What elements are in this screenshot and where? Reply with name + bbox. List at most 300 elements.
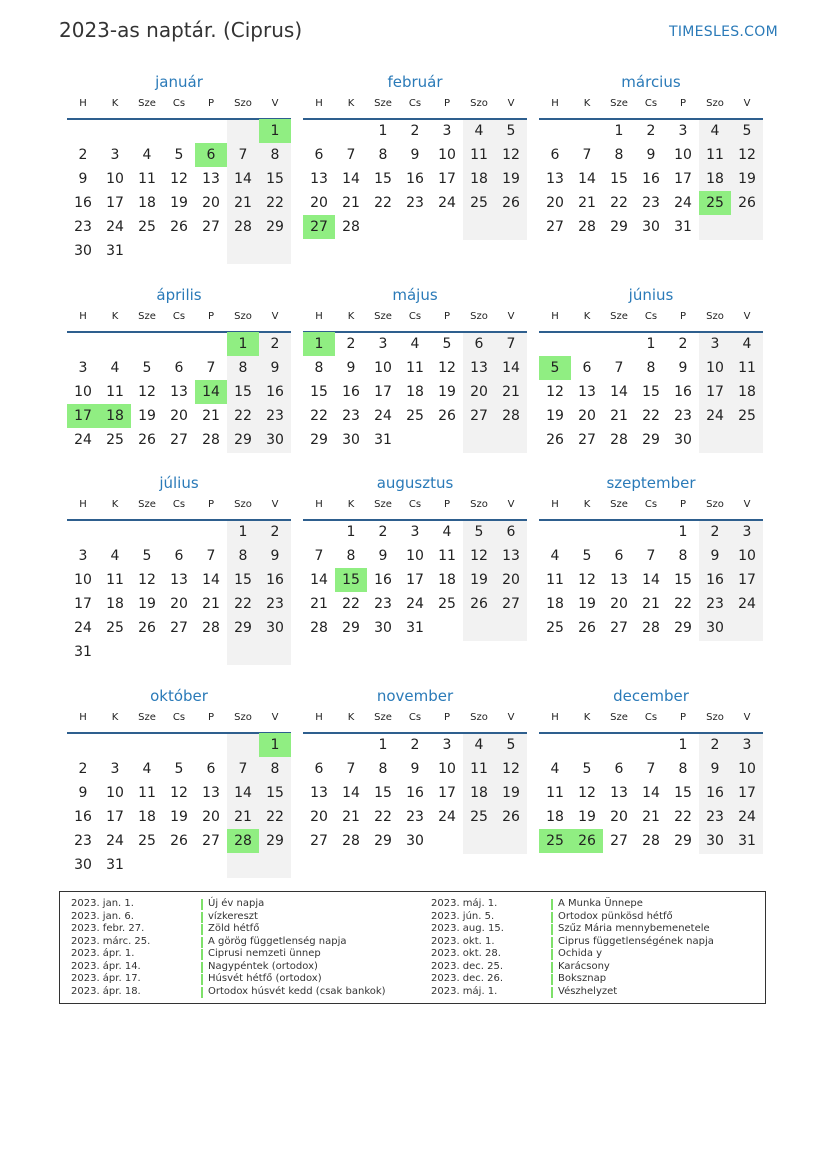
weekday-label: H [315, 499, 323, 510]
day: 28 [202, 432, 220, 448]
day: 21 [202, 596, 220, 612]
day: 13 [578, 384, 596, 400]
day: 24 [106, 219, 124, 235]
day: 14 [234, 171, 252, 187]
day: 30 [674, 432, 692, 448]
legend-date: 2023. ápr. 1. [71, 948, 135, 959]
legend-holiday-name: Karácsony [558, 960, 610, 972]
day: 4 [142, 761, 152, 777]
day: 24 [674, 195, 692, 211]
day: 12 [470, 548, 488, 564]
day: 18 [138, 195, 156, 211]
holiday-day: 25 [539, 829, 571, 853]
day: 6 [314, 761, 324, 777]
weekday-label: Szo [706, 499, 724, 510]
holiday-day: 17 [67, 404, 99, 428]
legend-holiday-name: Nagypéntek (ortodox) [208, 960, 318, 972]
day: 3 [378, 336, 388, 352]
day: 3 [742, 524, 752, 540]
day: 14 [234, 785, 252, 801]
legend-date: 2023. jan. 6. [71, 910, 134, 922]
day: 24 [106, 833, 124, 849]
weekday-label: K [583, 311, 591, 322]
weekday-header [67, 98, 291, 120]
day: 6 [314, 147, 324, 163]
weekday-header [67, 311, 291, 333]
day: 2 [678, 336, 688, 352]
weekday-header [303, 311, 527, 333]
weekday-label: Sze [610, 311, 628, 322]
day: 21 [610, 408, 628, 424]
day: 21 [502, 384, 520, 400]
day: 9 [646, 147, 656, 163]
day: 20 [502, 572, 520, 588]
day: 19 [502, 785, 520, 801]
weekday-label: K [347, 98, 355, 109]
day: 8 [678, 761, 688, 777]
day: 7 [206, 548, 216, 564]
weekday-label: P [443, 311, 451, 322]
day: 29 [642, 432, 660, 448]
day: 1 [378, 123, 388, 139]
day: 2 [346, 336, 356, 352]
weekday-label: H [79, 98, 87, 109]
day: 23 [374, 596, 392, 612]
month-name: február [387, 73, 443, 91]
day: 20 [610, 809, 628, 825]
weekday-label: P [443, 499, 451, 510]
day: 11 [438, 548, 456, 564]
day: 19 [546, 408, 564, 424]
day: 18 [546, 809, 564, 825]
day: 22 [266, 809, 284, 825]
day: 18 [438, 572, 456, 588]
weekday-label: K [111, 311, 119, 322]
legend-holiday-name: A Munka Ünnepe [558, 898, 643, 909]
day: 2 [710, 524, 720, 540]
day: 16 [74, 195, 92, 211]
day: 9 [270, 360, 280, 376]
day: 30 [74, 857, 92, 873]
weekday-label: Cs [408, 499, 422, 510]
day: 27 [202, 833, 220, 849]
day: 9 [78, 171, 88, 187]
day: 4 [110, 548, 120, 564]
weekday-label: K [111, 712, 119, 723]
day: 1 [678, 737, 688, 753]
day: 25 [138, 833, 156, 849]
weekday-label: K [583, 98, 591, 109]
day: 2 [410, 123, 420, 139]
day: 22 [642, 408, 660, 424]
day: 25 [470, 809, 488, 825]
month-name: április [156, 286, 202, 304]
weekday-header [539, 98, 763, 120]
day: 7 [238, 761, 248, 777]
day: 11 [106, 572, 124, 588]
day: 12 [738, 147, 756, 163]
legend-holiday-name: Boksznap [558, 973, 607, 984]
weekday-label: Cs [172, 712, 186, 723]
day: 7 [314, 548, 324, 564]
day: 14 [642, 572, 660, 588]
day: 10 [106, 171, 124, 187]
weekday-label: Szo [234, 311, 252, 322]
weekday-label: P [207, 712, 215, 723]
day: 11 [138, 171, 156, 187]
day: 23 [342, 408, 360, 424]
day: 6 [206, 761, 216, 777]
weekday-label: K [583, 499, 591, 510]
day: 19 [438, 384, 456, 400]
day: 3 [678, 123, 688, 139]
day: 18 [138, 809, 156, 825]
holiday-legend [59, 891, 766, 1004]
day: 30 [642, 219, 660, 235]
day: 14 [342, 785, 360, 801]
weekday-label: K [347, 712, 355, 723]
day: 28 [610, 432, 628, 448]
day: 11 [706, 147, 724, 163]
day: 28 [234, 219, 252, 235]
day: 20 [610, 596, 628, 612]
day: 30 [266, 432, 284, 448]
day: 26 [438, 408, 456, 424]
legend-marker [201, 949, 203, 960]
day: 7 [614, 360, 624, 376]
weekday-label: P [679, 311, 687, 322]
day: 20 [170, 408, 188, 424]
day: 11 [138, 785, 156, 801]
day: 28 [502, 408, 520, 424]
day: 3 [442, 737, 452, 753]
day: 6 [550, 147, 560, 163]
weekday-label: H [551, 98, 559, 109]
day: 7 [346, 147, 356, 163]
legend-holiday-name: Szűz Mária mennybemenetele [558, 923, 710, 934]
day: 12 [138, 572, 156, 588]
day: 19 [170, 195, 188, 211]
legend-holiday-name: Zöld hétfő [208, 923, 260, 934]
legend-marker [551, 974, 553, 985]
day: 19 [502, 171, 520, 187]
weekday-label: V [743, 499, 751, 510]
weekday-label: V [507, 712, 515, 723]
weekday-label: P [679, 499, 687, 510]
day: 1 [238, 524, 248, 540]
day: 23 [642, 195, 660, 211]
day: 17 [706, 384, 724, 400]
day: 4 [550, 548, 560, 564]
day: 26 [546, 432, 564, 448]
page-title: 2023-as naptár. (Ciprus) [59, 18, 303, 42]
day: 15 [374, 171, 392, 187]
weekday-label: Szo [706, 712, 724, 723]
legend-date: 2023. máj. 1. [431, 985, 498, 997]
holiday-day: 1 [227, 332, 259, 356]
day: 25 [406, 408, 424, 424]
day: 23 [266, 408, 284, 424]
legend-date: 2023. máj. 1. [431, 898, 498, 909]
day: 15 [642, 384, 660, 400]
day: 8 [614, 147, 624, 163]
day: 20 [310, 809, 328, 825]
day: 24 [438, 195, 456, 211]
month-name: július [159, 474, 199, 492]
day: 15 [674, 785, 692, 801]
day: 10 [438, 761, 456, 777]
day: 24 [406, 596, 424, 612]
legend-marker [551, 899, 553, 910]
day: 20 [546, 195, 564, 211]
weekday-header [303, 499, 527, 521]
day: 13 [170, 572, 188, 588]
day: 3 [442, 123, 452, 139]
weekday-label: Sze [610, 98, 628, 109]
day: 21 [342, 195, 360, 211]
legend-date: 2023. márc. 25. [71, 935, 151, 947]
weekday-label: Sze [610, 712, 628, 723]
day: 10 [674, 147, 692, 163]
day: 13 [610, 572, 628, 588]
day: 12 [138, 384, 156, 400]
day: 24 [738, 809, 756, 825]
weekday-label: Sze [138, 98, 156, 109]
day: 23 [406, 809, 424, 825]
day: 31 [738, 833, 756, 849]
day: 19 [738, 171, 756, 187]
day: 18 [470, 171, 488, 187]
day: 16 [74, 809, 92, 825]
day: 15 [266, 785, 284, 801]
weekday-label: Sze [610, 499, 628, 510]
day: 13 [470, 360, 488, 376]
day: 4 [742, 336, 752, 352]
day: 2 [78, 761, 88, 777]
day: 23 [674, 408, 692, 424]
month-name: október [150, 687, 208, 705]
day: 31 [106, 857, 124, 873]
day: 18 [706, 171, 724, 187]
day: 28 [642, 620, 660, 636]
day: 18 [106, 596, 124, 612]
day: 8 [678, 548, 688, 564]
day: 30 [342, 432, 360, 448]
day: 25 [738, 408, 756, 424]
day: 6 [474, 336, 484, 352]
day: 8 [646, 360, 656, 376]
weekday-label: Szo [234, 712, 252, 723]
weekday-label: H [551, 311, 559, 322]
day: 22 [310, 408, 328, 424]
legend-date: 2023. aug. 15. [431, 923, 504, 934]
day: 7 [582, 147, 592, 163]
day: 27 [578, 432, 596, 448]
day: 16 [266, 384, 284, 400]
day: 15 [266, 171, 284, 187]
day: 7 [238, 147, 248, 163]
day: 8 [270, 761, 280, 777]
day: 28 [578, 219, 596, 235]
weekday-label: K [347, 311, 355, 322]
day: 16 [642, 171, 660, 187]
holiday-day: 26 [571, 829, 603, 853]
weekday-label: V [743, 98, 751, 109]
day: 14 [610, 384, 628, 400]
day: 9 [270, 548, 280, 564]
day: 12 [502, 761, 520, 777]
legend-holiday-name: Ochida y [558, 948, 603, 959]
holiday-day: 18 [99, 404, 131, 428]
day: 18 [470, 785, 488, 801]
day: 27 [610, 833, 628, 849]
day: 24 [438, 809, 456, 825]
day: 5 [442, 336, 452, 352]
weekday-label: K [111, 499, 119, 510]
site-link[interactable]: TIMESLES.COM [669, 24, 778, 40]
day: 4 [410, 336, 420, 352]
day: 21 [234, 809, 252, 825]
day: 16 [706, 785, 724, 801]
day: 20 [310, 195, 328, 211]
weekday-label: Sze [374, 98, 392, 109]
day: 17 [674, 171, 692, 187]
day: 23 [706, 596, 724, 612]
holiday-day: 28 [227, 829, 259, 853]
legend-holiday-name: Ortodox pünkösd hétfő [558, 910, 673, 922]
legend-marker [201, 962, 203, 973]
day: 14 [502, 360, 520, 376]
weekday-label: K [583, 712, 591, 723]
day: 21 [202, 408, 220, 424]
day: 8 [378, 761, 388, 777]
day: 9 [346, 360, 356, 376]
day: 31 [74, 644, 92, 660]
weekday-label: H [315, 712, 323, 723]
day: 26 [170, 219, 188, 235]
day: 16 [406, 785, 424, 801]
month-name: január [155, 73, 203, 91]
day: 6 [614, 761, 624, 777]
day: 6 [582, 360, 592, 376]
weekday-label: V [507, 98, 515, 109]
day: 26 [502, 809, 520, 825]
day: 11 [106, 384, 124, 400]
day: 7 [506, 336, 516, 352]
month-name: március [621, 73, 681, 91]
weekday-label: H [79, 311, 87, 322]
day: 22 [610, 195, 628, 211]
day: 7 [206, 360, 216, 376]
weekday-label: V [743, 712, 751, 723]
weekday-label: Szo [470, 311, 488, 322]
weekday-label: H [551, 499, 559, 510]
day: 9 [710, 548, 720, 564]
day: 19 [170, 809, 188, 825]
day: 4 [550, 761, 560, 777]
day: 8 [238, 548, 248, 564]
day: 21 [642, 596, 660, 612]
day: 13 [170, 384, 188, 400]
day: 13 [202, 785, 220, 801]
day: 21 [342, 809, 360, 825]
day: 10 [738, 548, 756, 564]
day: 2 [710, 737, 720, 753]
day: 13 [610, 785, 628, 801]
day: 28 [310, 620, 328, 636]
weekday-label: V [271, 98, 279, 109]
legend-holiday-name: vízkereszt [208, 910, 258, 922]
legend-date: 2023. dec. 25. [431, 960, 504, 972]
day: 16 [406, 171, 424, 187]
day: 27 [202, 219, 220, 235]
weekday-label: Szo [706, 98, 724, 109]
day: 6 [506, 524, 516, 540]
day: 22 [234, 596, 252, 612]
weekday-header [539, 311, 763, 333]
weekday-label: Cs [172, 499, 186, 510]
day: 5 [174, 761, 184, 777]
legend-holiday-name: Ciprusi nemzeti ünnep [208, 948, 321, 959]
day: 28 [202, 620, 220, 636]
day: 3 [78, 548, 88, 564]
day: 24 [74, 620, 92, 636]
holiday-day: 14 [195, 380, 227, 404]
legend-marker [201, 924, 203, 935]
weekday-header [303, 98, 527, 120]
day: 11 [546, 785, 564, 801]
day: 20 [202, 809, 220, 825]
day: 20 [170, 596, 188, 612]
day: 18 [546, 596, 564, 612]
day: 3 [742, 737, 752, 753]
holiday-day: 27 [303, 215, 335, 239]
weekday-label: Sze [374, 311, 392, 322]
legend-date: 2023. ápr. 14. [71, 960, 141, 972]
day: 1 [346, 524, 356, 540]
day: 2 [378, 524, 388, 540]
day: 29 [234, 620, 252, 636]
day: 2 [410, 737, 420, 753]
month-name: szeptember [606, 474, 696, 492]
day: 1 [378, 737, 388, 753]
day: 12 [170, 171, 188, 187]
weekday-label: Sze [374, 499, 392, 510]
weekday-label: Cs [408, 98, 422, 109]
day: 11 [470, 761, 488, 777]
day: 19 [470, 572, 488, 588]
weekday-label: Sze [138, 311, 156, 322]
day: 22 [674, 596, 692, 612]
weekday-header [303, 712, 527, 734]
legend-marker [201, 974, 203, 985]
day: 15 [610, 171, 628, 187]
day: 4 [474, 737, 484, 753]
weekday-label: Szo [470, 712, 488, 723]
day: 5 [582, 548, 592, 564]
day: 4 [442, 524, 452, 540]
day: 7 [346, 761, 356, 777]
day: 4 [474, 123, 484, 139]
legend-marker [551, 924, 553, 935]
day: 1 [646, 336, 656, 352]
day: 27 [170, 620, 188, 636]
day: 27 [170, 432, 188, 448]
legend-marker [551, 962, 553, 973]
day: 14 [578, 171, 596, 187]
day: 29 [266, 833, 284, 849]
holiday-day: 5 [539, 356, 571, 380]
